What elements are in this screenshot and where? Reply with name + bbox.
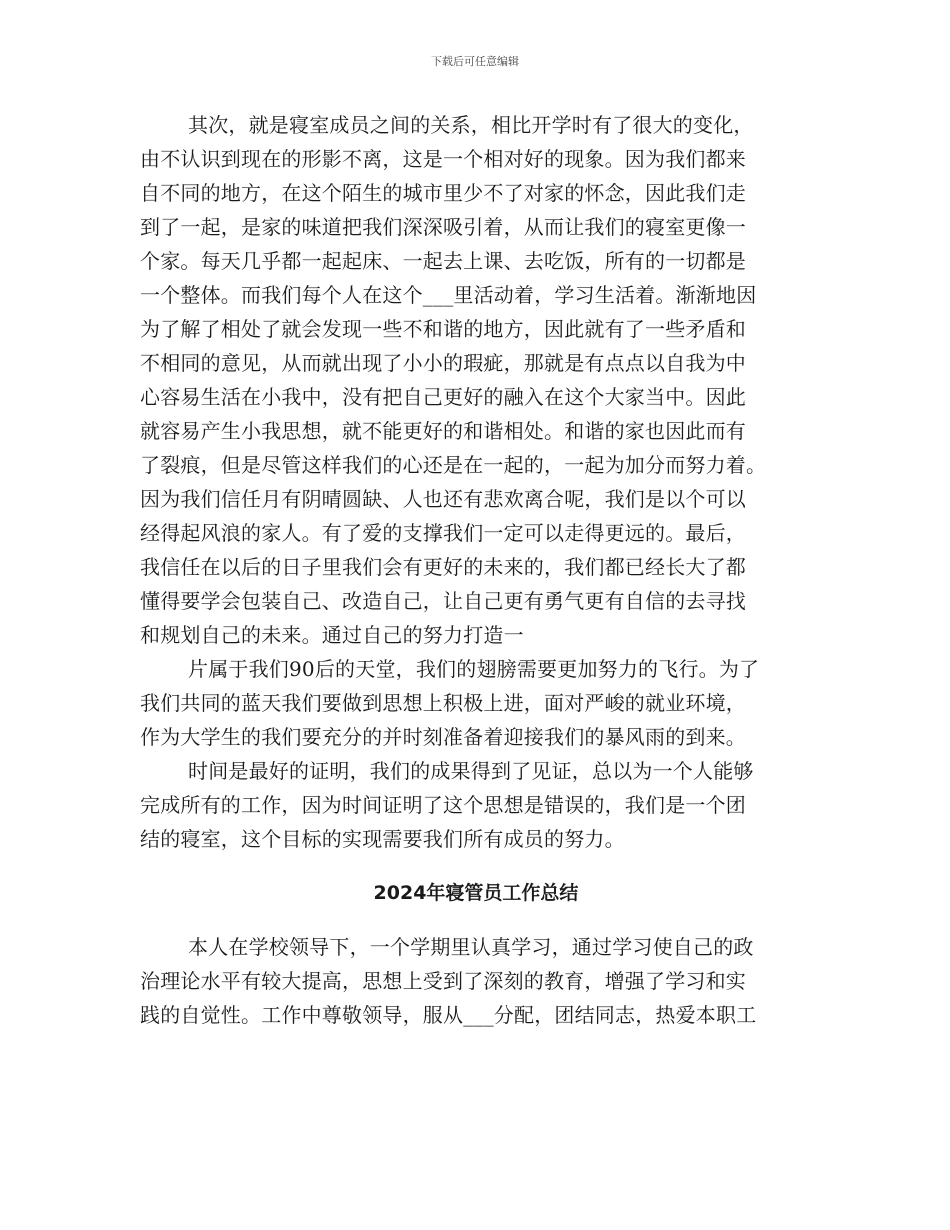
text-line: 我信任在以后的日子里我们会有更好的未来的，我们都已经长大了都 <box>140 555 746 579</box>
text-line: 治理论水平有较大提高，思想上受到了深刻的教育，增强了学习和实 <box>140 969 746 993</box>
text-line: 其次，就是寝室成员之间的关系，相比开学时有了很大的变化， <box>188 113 754 137</box>
text-line: 我们共同的蓝天我们要做到思想上积极上进，面对严峻的就业环境， <box>140 691 746 715</box>
text-line: 一个整体。而我们每个人在这个___里活动着，学习生活着。渐渐地因 <box>140 283 757 307</box>
text-line: 不相同的意见，从而就出现了小小的瑕疵，那就是有点点以自我为中 <box>140 351 746 375</box>
text-line: 了裂痕，但是尽管这样我们的心还是在一起的，一起为加分而努力着。 <box>140 453 767 477</box>
text-line: 完成所有的工作，因为时间证明了这个思想是错误的，我们是一个团 <box>140 793 746 817</box>
section-title: 2024年寝管员工作总结 <box>373 882 579 904</box>
text-line: 结的寝室，这个目标的实现需要我们所有成员的努力。 <box>140 827 625 851</box>
text-line: 时间是最好的证明，我们的成果得到了见证，总以为一个人能够 <box>188 759 754 783</box>
text-line: 为了解了相处了就会发现一些不和谐的地方，因此就有了一些矛盾和 <box>140 317 746 341</box>
text-line: 由不认识到现在的形影不离，这是一个相对好的现象。因为我们都来 <box>140 147 746 171</box>
text-line: 因为我们信任月有阴晴圆缺、人也还有悲欢离合呢，我们是以个可以 <box>140 487 746 511</box>
document-body <box>140 108 812 1032</box>
page-header: 下载后可任意编辑 <box>431 55 519 68</box>
text-line: 自不同的地方，在这个陌生的城市里少不了对家的怀念，因此我们走 <box>140 181 746 205</box>
paragraph-time-proof <box>140 754 812 856</box>
paragraph-future <box>140 652 812 754</box>
text-line: 心容易生活在小我中，没有把自己更好的融入在这个大家当中。因此 <box>140 385 746 409</box>
text-line: 和规划自己的未来。通过自己的努力打造一 <box>140 623 524 647</box>
text-line: 懂得要学会包装自己、改造自己，让自己更有勇气更有自信的去寻找 <box>140 589 746 613</box>
text-line: 本人在学校领导下，一个学期里认真学习，通过学习使自己的政 <box>188 935 754 959</box>
text-line: 就容易产生小我思想，就不能更好的和谐相处。和谐的家也因此而有 <box>140 419 746 443</box>
text-line: 个家。每天几乎都一起起床、一起去上课、去吃饭，所有的一切都是 <box>140 249 746 273</box>
text-line: 经得起风浪的家人。有了爱的支撑我们一定可以走得更远的。最后， <box>140 521 746 545</box>
text-line: 践的自觉性。工作中尊敬领导，服从___分配，团结同志，热爱本职工 <box>140 1003 757 1027</box>
text-line: 作为大学生的我们要充分的并时刻准备着迎接我们的暴风雨的到来。 <box>140 725 746 749</box>
paragraph-work-summary <box>140 930 812 1032</box>
paragraph-dorm-relations <box>140 108 812 652</box>
text-line: 到了一起，是家的味道把我们深深吸引着，从而让我们的寝室更像一 <box>140 215 746 239</box>
text-line: 片属于我们90后的天堂，我们的翅膀需要更加努力的飞行。为了 <box>188 657 760 681</box>
